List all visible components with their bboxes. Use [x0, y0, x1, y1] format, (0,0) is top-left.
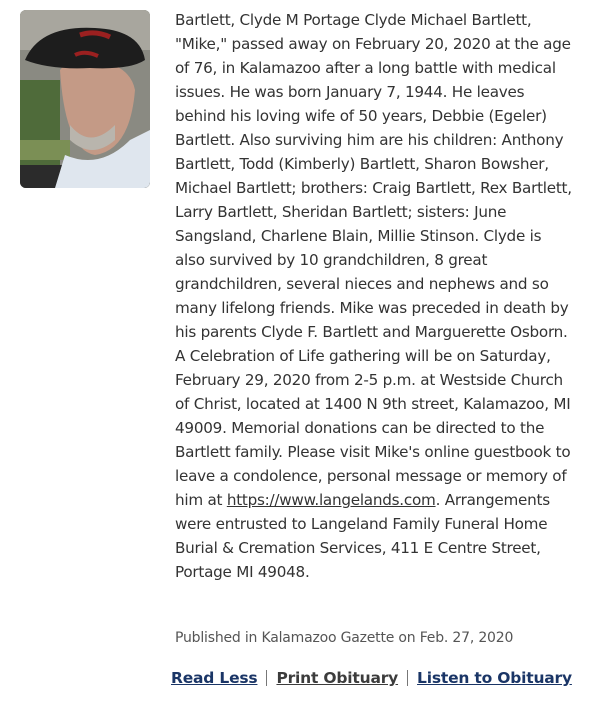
funeral-home-link[interactable]: https://www.langelands.com — [226, 491, 436, 509]
separator — [266, 670, 267, 686]
read-less-link[interactable]: Read Less — [171, 669, 258, 687]
obituary-actions — [171, 669, 572, 687]
obituary-text-main: Bartlett, Clyde M Portage Clyde Michael Bartlett, "Mike," passed away on February 20, 2020 at the age of 76, in Kalamazoo after a long battle with medical issues. He was born January 7, 1944. He leaves behind his loving wife of 50 years, Debbie (Egeler) Bartlett. Also surviving him are his children: Anthony Bartlett, Todd (Kimberly) Bartlett, Sharon Bowsher, Michael Bartlett; brothers: Craig Bartlett, Rex Bartlett, Larry Bartlett, Sheridan Bartlett; sisters: June Sangsland, Charlene Blain, Millie Stinson. Clyde is also survived by 10 grandchildren, 8 great grandchildren, several nieces and nephews and so many lifelong friends. Mike was preceded in death by his parents Clyde F. Bartlett and Marguerette Osborn. A Celebration of Life gathering will be on Saturday, February 29, 2020 from 2-5 p.m. at Westside Church of Christ, located at 1400 N 9th street, Kalamazoo, MI 49009. Memorial donations can be directed to the Bartlett family. Please visit Mike's online guestbook to leave a condolence, personal message or memory of him at — [175, 11, 572, 509]
obituary-text-end: . Arrangements were entrusted to Langeland Family Funeral Home Burial & Cremation Services, 411 E Centre Street, Portage MI 49048. — [175, 491, 550, 581]
obituary-text — [175, 8, 575, 584]
listen-obituary-link[interactable]: Listen to Obituary — [417, 669, 572, 687]
published-info: Published in Kalamazoo Gazette on Feb. 27, 2020 — [175, 630, 514, 646]
print-obituary-link[interactable]: Print Obituary — [276, 669, 399, 687]
separator — [407, 670, 408, 686]
portrait-photo-icon — [20, 10, 150, 188]
obituary-photo — [20, 10, 150, 188]
